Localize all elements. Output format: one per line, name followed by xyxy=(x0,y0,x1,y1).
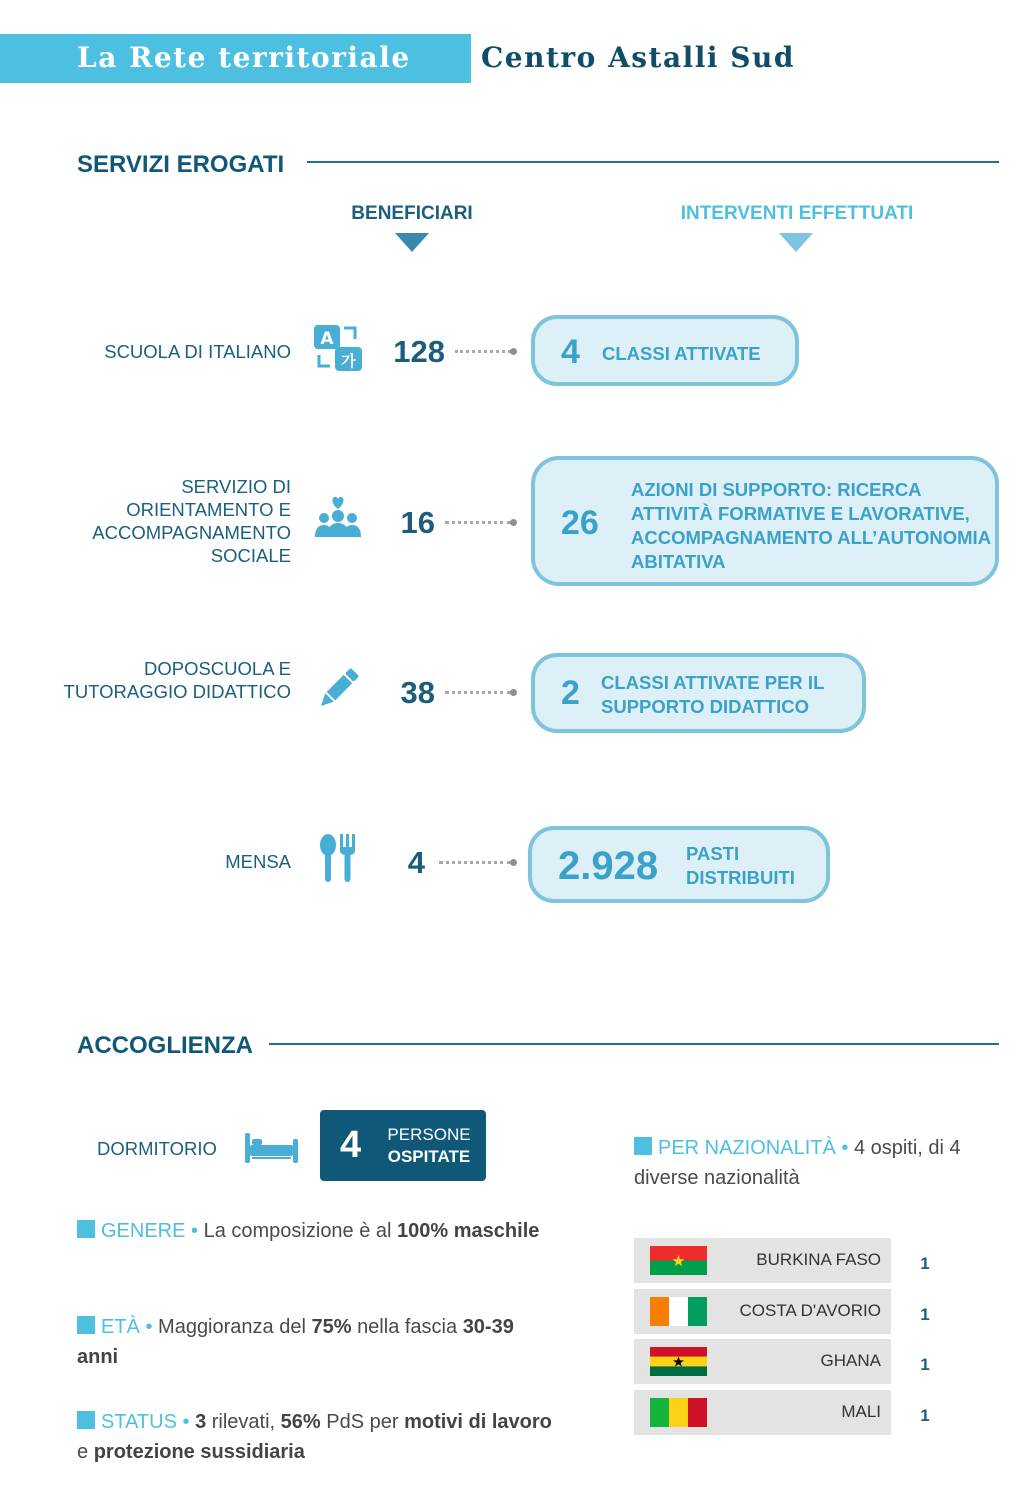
section-divider xyxy=(269,1043,999,1045)
connector-dots xyxy=(455,350,511,353)
nazionalita-paragraph: PER NAZIONALITÀ • 4 ospiti, di 4 diverse nazionalità xyxy=(634,1137,961,1189)
country-count: 1 xyxy=(920,1254,930,1273)
intervention-pill xyxy=(528,826,830,903)
country-count: 1 xyxy=(920,1406,930,1425)
country-row xyxy=(634,1289,891,1334)
header-title-right: Centro Astalli Sud xyxy=(481,41,795,74)
status-count: 3 xyxy=(195,1411,207,1433)
intervention-text: AZIONI DI SUPPORTO: RICERCA ATTIVITÀ FORMATIVE E LAVORATIVE, ACCOMPAGNAMENTO ALL’AUTONOMIA ABITATIVA xyxy=(631,479,991,572)
svg-text:가: 가 xyxy=(341,352,356,370)
genere-key: GENERE xyxy=(101,1220,186,1242)
genere-value: maschile xyxy=(453,1220,540,1242)
country-row xyxy=(634,1390,891,1435)
down-arrow-icon xyxy=(395,233,429,252)
connector-end xyxy=(510,689,517,696)
burkina-faso-flag xyxy=(650,1246,707,1275)
status-text-2: PdS per xyxy=(326,1411,399,1433)
svg-text:A: A xyxy=(320,329,334,349)
genere-percent: 100% xyxy=(397,1220,449,1242)
connector-dots xyxy=(439,861,511,864)
mali-flag xyxy=(650,1398,707,1427)
dormitorio-count: 4 xyxy=(340,1124,362,1166)
country-row xyxy=(634,1238,891,1283)
connector-dots xyxy=(445,691,511,694)
intervention-number: 26 xyxy=(561,504,599,542)
eta-text-2: nella fascia xyxy=(357,1316,458,1338)
eta-percent: 75% xyxy=(311,1316,352,1338)
bullet-square xyxy=(77,1316,95,1334)
country-name: MALI xyxy=(841,1402,881,1421)
dormitorio-text-2: OSPITATE xyxy=(387,1147,471,1166)
connector-dots xyxy=(445,521,511,524)
header-title-left: La Rete territoriale xyxy=(77,41,411,74)
country-count: 1 xyxy=(920,1305,930,1324)
service-label-mensa: MENSA xyxy=(225,851,291,872)
eta-paragraph: ETÀ • Maggioranza del 75% nella fascia 30-39 anni xyxy=(77,1316,514,1368)
country-name: GHANA xyxy=(820,1351,881,1370)
status-text-3: e xyxy=(77,1441,89,1463)
column-header-interventi: INTERVENTI EFFETTUATI xyxy=(680,203,914,224)
country-count: 1 xyxy=(920,1355,930,1374)
status-motivi: motivi di lavoro xyxy=(404,1411,552,1433)
down-arrow-icon xyxy=(779,233,813,252)
connector-end xyxy=(510,348,517,355)
intervention-number: 4 xyxy=(561,333,580,371)
status-percent: 56% xyxy=(280,1411,321,1433)
intervention-text: CLASSI ATTIVATE xyxy=(602,343,761,364)
intervention-pill xyxy=(531,653,866,733)
bullet-square xyxy=(77,1220,95,1238)
pencil-icon xyxy=(316,667,360,711)
genere-paragraph: GENERE • La composizione è al 100% maschile xyxy=(77,1216,557,1246)
bullet-square xyxy=(634,1137,652,1155)
status-text: rilevati, xyxy=(211,1411,276,1433)
bullet-square xyxy=(77,1411,95,1429)
intervention-number: 2 xyxy=(561,674,580,712)
intervention-text: CLASSI ATTIVATE PER IL SUPPORTO DIDATTICO xyxy=(601,672,825,717)
dormitorio-label: DORMITORIO xyxy=(97,1138,217,1159)
service-label-scuola: SCUOLA DI ITALIANO xyxy=(104,341,291,362)
service-label-orientamento: SERVIZIO DI ORIENTAMENTO E ACCOMPAGNAMENTO SOCIALE xyxy=(92,476,291,566)
intervention-number: 2.928 xyxy=(558,844,659,888)
status-key: STATUS xyxy=(101,1411,177,1433)
eta-key: ETÀ xyxy=(101,1316,140,1338)
eta-text: Maggioranza del xyxy=(158,1316,306,1338)
country-row xyxy=(634,1339,891,1384)
dormitorio-box xyxy=(320,1110,486,1181)
translate-icon xyxy=(313,323,363,373)
status-paragraph: STATUS • 3 rilevati, 56% PdS per motivi di lavoro e protezione sussidiaria xyxy=(77,1411,552,1463)
intervention-pill xyxy=(531,456,999,586)
costa-d-avorio-flag xyxy=(650,1297,707,1326)
section-title-accoglienza: ACCOGLIENZA xyxy=(77,1032,253,1059)
connector-end xyxy=(510,859,517,866)
beneficiari-count: 38 xyxy=(400,675,435,710)
beneficiari-count: 4 xyxy=(407,845,425,880)
intervention-text: PASTI DISTRIBUITI xyxy=(686,843,795,888)
section-divider xyxy=(307,161,999,163)
bed-icon xyxy=(244,1131,300,1165)
genere-text: La composizione è al xyxy=(203,1220,392,1242)
eta-range: 30-39 anni xyxy=(77,1316,514,1368)
column-header-beneficiari: BENEFICIARI xyxy=(351,203,473,224)
status-protezione: protezione sussidiaria xyxy=(93,1441,305,1463)
dormitorio-text-1: PERSONE xyxy=(387,1125,471,1144)
nazionalita-key: PER NAZIONALITÀ xyxy=(658,1137,836,1159)
beneficiari-count: 16 xyxy=(400,505,435,540)
beneficiari-count: 128 xyxy=(393,334,445,369)
service-label-doposcuola: DOPOSCUOLA E TUTORAGGIO DIDATTICO xyxy=(63,658,291,702)
country-name: BURKINA FASO xyxy=(756,1250,881,1269)
country-name: COSTA D'AVORIO xyxy=(739,1301,881,1320)
section-title-servizi: SERVIZI EROGATI xyxy=(77,151,285,178)
ghana-flag xyxy=(650,1347,707,1376)
nazionalita-text: 4 ospiti, di 4 diverse nazionalità xyxy=(634,1137,961,1189)
intervention-pill xyxy=(531,315,799,386)
connector-end xyxy=(510,519,517,526)
